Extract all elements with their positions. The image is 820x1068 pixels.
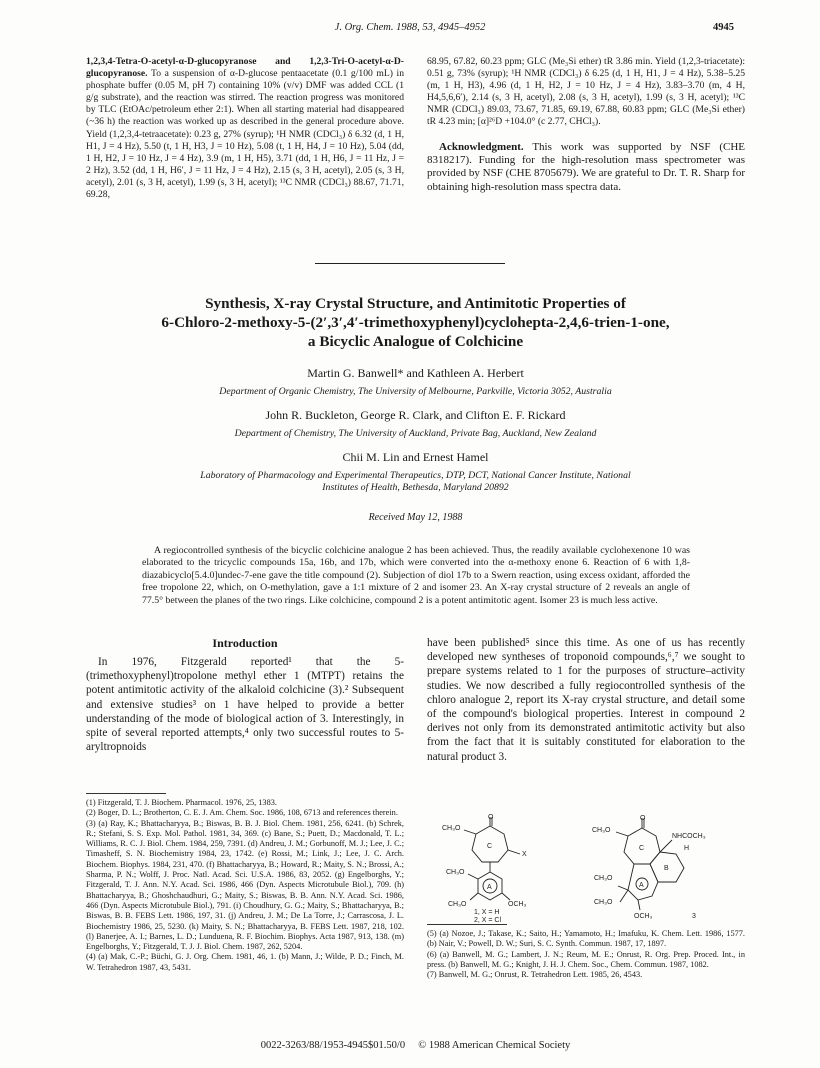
article-divider (315, 263, 505, 264)
label-ch3o-4: CH₃O (592, 827, 611, 834)
footnote-2: (2) Boger, D. L.; Brotherton, C. E. J. Am. Chem. Soc. 1986, 108, 6713 and references therein. (86, 808, 398, 818)
structure-drawing (440, 814, 740, 924)
label-ch3o-1: CH₃O (442, 825, 461, 832)
footnote-7: (7) Banwell, M. G.; Onrust, R. Tetrahedron Lett. 1985, 26, 4543. (427, 970, 643, 980)
footnote-3: (3) (a) Ray, K.; Bhattacharyya, B.; Biswas, B. B. J. Biol. Chem. 1981, 256, 6241. (b) Schrek, R.; Stefani, S. S. Exp. Mol. Pathol. 1981, 34, 369. (c) Bane, S.; Puett, D.; Macdonald, T. L.; Williams, R. C. J. Biol. Chem. 1984, 259, 7391. (d) Andreu, J. M.; Gorbunoff, M. J.; Lee, J. C.; Timasheff, S. N. Biochemistry 1984, 23, 1742. (e) Rossi, M.; Link, J.; Lee, J. C. Arch. Biochem. Biophys. 1984, 231, 470. (f) Bhattacharyya, B.; Howard, R.; Maity, S. N.; Brossi, A.; Sharma, P. N.; Wolff, J. Proc. Natl. Acad. Sci. U.S.A. 1986, 83, 2052. (g) Engelborghs, Y.; Fitzgerald, T. J. Ann. N.Y. Acad. Sci. 1986, 466 (Dyn. Aspects Microtubule Biol.), 709. (h) Bhattacharyya, B.; Ghoshchaudhuri, G.; Maity, S.; Biswas, B. B. Ann. N.Y. Acad. Sci. 1986, 466 (Dyn. Aspects Microtubule Biol.), 791. (i) Choudhury, G. G.; Maity, S.; Bhattacharyya, B.; Biswas, B. B. FEBS Lett. 1986, 197, 31. (j) Andreu, J. M.; De La Torre, J.; Carrascosa, J. L. Biochemistry 1986, 25, 5230. (k) Maity, S. N.; Bhattacharyya, B. FEBS Lett. 1987, 218, 102. (l) Banerjee, A. I.; Barnes, L. D.; Lunduena, R. F. Biochim. Biophys. Acta 1987, 913, 138. (m) Engelborghs, Y.; Fitzgerald, T. J. J. Biol. Chem. 1987, 262, 5204. (86, 818, 404, 952)
page-footer (86, 1040, 745, 1051)
abstract: A regiocontrolled synthesis of the bicyclic colchicine analogue 2 has been achieved. Thus, the readily available cyclohexenone 10 was elaborated to the tricyclic compounds 15a, 16b, and 17b, which were converted into the α-methoxy enone 6. Reaction of 6 with 1,8-diazabicyclo[5.4.0]undec-7-ene gave the title compound (2). Subjection of diol 17b to a Swern reaction, using excess oxidant, afforded the free tropolone 22, which, on O-methylation, gave a 1:1 mixture of 2 and isomer 23. An X-ray crystal structure of 2 reveals an angle of 77.5° between the planes of the two rings. Like colchicine, compound 2 is a potent antimitotic agent. Isomer 23 is much less active. (142, 545, 690, 606)
affiliation-3: Laboratory of Pharmacology and Experimental Therapeutics, DTP, DCT, National Cancer Institute, National Institutes of Health, Bethesda, Maryland 20892 (200, 470, 631, 493)
experimental-text-left: To a suspension of α-D-glucose pentaacetate (0.1 g/100 mL) in phosphate buffer (0.05 M, pH 7) containing 10% (v/v) DMF was added CCL (1 g/g substrate), and the reaction was stirred. The reaction progress was monitored by TLC (EtOAc/petroleum ether 2:1). When all starting material had disappeared (~36 h) the reaction was worked up as described in the general procedure above. Yield (1,2,3,4-tetraacetate): 0.23 g, 27% (syrup); ¹H NMR (CDCl₃) δ 6.32 (d, 1 H, H1, J = 4 Hz), 5.50 (t, 1 H, H3, J = 10 Hz), 5.08 (t, 1 H, H4, J = 10 Hz), 5.04 (dd, 1 H, H2, J = 10 Hz, J = 4 Hz), 3.9 (m, 1 H, H5), 3.71 (dd, 1 H, H6, J = 11 Hz, J = 2 Hz), 3.52 (dd, 1 H, H6′, J = 11 Hz, J = 4 Hz), 2.15 (s, 3 H, acetyl), 2.05 (s, 3 H, acetyl), 2.01 (s, 3 H, acetyl), 1.99 (s, 3 H, acetyl); ¹³C NMR (CDCl₃) 88.67, 71.71, 69.28, (86, 68, 404, 201)
introduction-continued-text: have been published⁵ since this time. As one of us has recently developed new syntheses of troponoid compounds,⁶,⁷ we sought to prepare systems related to 1 for the purposes of structure–activity studies. We now described a fully regiocontrolled synthesis of the chloro analogue 2, report its X-ray crystal structure, and detail some of the compound's biological properties. Interest in compound 2 derives not only from its demonstrated antimitotic activity but also from the fact that it is suitably constituted for elaboration to the natural product 3. (427, 637, 745, 763)
label-ch3o-6: CH₃O (594, 899, 613, 906)
acknowledgment-heading: Acknowledgment. (439, 140, 524, 153)
compound-1-label: 1, X = H (474, 909, 500, 916)
footnote-1: (1) Fitzgerald, T. J. Biochem. Pharmacol. 1976, 25, 1383. (86, 798, 277, 807)
label-h: H (684, 845, 690, 852)
affiliation-1: Department of Organic Chemistry, The University of Melbourne, Parkville, Victoria 3052, Australia (219, 386, 612, 397)
prev-article-left-column (86, 56, 404, 201)
prev-article-right-column (427, 56, 745, 194)
introduction-heading: Introduction (212, 636, 278, 650)
acknowledgment-text: This work was supported by NSF (CHE 8318217). Funding for the high-resolution mass spectrometer was provided by NSF (CHE 8705679). We are grateful to Dr. T. R. Sharp for obtaining high-resolution mass spectra data. (427, 140, 745, 193)
label-o-2: O (640, 815, 646, 822)
introduction-text: In 1976, Fitzgerald reported¹ that the 5-(trimethoxyphenyl)tropolone methyl ether 1 (MTPT) retains the potent antimitotic activity of the alkaloid colchicine (3).² Subsequent and extensive studies³ on 1 have helped to provide a better understanding of the mode of biological action of 3. Interestingly, in spite of several reported attempts,⁴ only two successful routes to 5-aryltropnoids (86, 656, 404, 754)
journal-name: J. Org. Chem. (334, 22, 394, 33)
label-ch3o-3: CH₃O (448, 901, 467, 908)
label-nhcoch3: NHCOCH₃ (672, 833, 706, 840)
footnote-6: (6) (a) Banwell, M. G.; Lambert, J. N.; Reum, M. E.; Onrust, R. Org. Prep. Proced. Int., in press. (b) Banwell, M. G.; Knight, J. H. J. Chem. Soc., Chem. Commun. 1987, 1082. (427, 949, 745, 969)
label-ch3o-5: CH₃O (594, 875, 613, 882)
article-title: Synthesis, X-ray Crystal Structure, and Antimitotic Properties of 6-Chloro-2-methoxy-5-(2′,3′,4′-trimethoxyphenyl)cyclohepta-2,4,6-trien-1-one, a Bicyclic Analogue of Colchicine (161, 295, 670, 350)
footnote-4: (4) (a) Mak, C.-P.; Büchi, G. J. Org. Chem. 1981, 46, 1. (b) Mann, J.; Wilde, P. D.; Finch, M. W. Tetrahedron 1987, 43, 5431. (86, 952, 404, 972)
journal-citation: 1988, 53, 4945–4952 (396, 22, 486, 33)
label-ring-c-1: C (487, 843, 493, 850)
compound-2-label: 2, X = Cl (474, 917, 502, 924)
authors-group-2: John R. Buckleton, George R. Clark, and Clifton E. F. Rickard (265, 408, 566, 422)
experimental-subheading: 1,2,3,4-Tetra-O-acetyl-α-D-glucopyranose and 1,2,3-Tri-O-acetyl-α-D-glucopyranose. (86, 56, 404, 80)
footnote-divider-right (427, 924, 507, 925)
received-date: Received May 12, 1988 (368, 512, 463, 523)
running-head (86, 22, 734, 36)
label-ring-c-2: C (639, 845, 645, 852)
label-o-1: O (488, 814, 494, 821)
label-ring-a-1: A (487, 884, 492, 891)
footnote-divider-left (86, 793, 166, 794)
experimental-text-right: 68.95, 67.82, 60.23 ppm; GLC (Me₃Si ether) tR 3.86 min. Yield (1,2,3-triacetate): 0.51 g, 73% (syrup); ¹H NMR (CDCl₃) δ 6.25 (d, 1 H, H1, J = 4 Hz), 5.38–5.25 (m, 1 H, H3), 4.96 (d, 1 H, H2, J = 10 Hz, J = 4 Hz), 3.83–3.70 (m, 4 H, H4,5,6,6′), 2.14 (s, 3 H, acetyl), 2.08 (s, 3 H, acetyl), 1.99 (s, 3 H, acetyl); ¹³C NMR (CDCl₃) 89.03, 73.67, 71.85, 69.19, 67.88, 60.83 ppm; GLC (Me₃Si ether) tR 4.23 min; [α]²⁶D +104.0° (c 2.77, CHCl₃). (427, 56, 745, 128)
label-x: X (522, 851, 527, 858)
label-ring-a-2: A (639, 882, 644, 889)
acknowledgment-paragraph (427, 141, 745, 195)
footnote-5: (5) (a) Nozoe, J.; Takase, K.; Saito, H.; Yamamoto, H.; Imafuku, K. Chem. Lett. 1986, 1577. (b) Nair, V.; Powell, D. W.; Suri, S. C. Synth. Commun. 1987, 17, 1897. (427, 929, 745, 949)
label-och3-2: OCH₃ (634, 913, 653, 920)
label-och3-1: OCH₃ (508, 901, 527, 908)
footnotes-right (427, 929, 745, 980)
authors-group-1: Martin G. Banwell* and Kathleen A. Herbert (307, 366, 524, 380)
chemical-structures (440, 814, 740, 924)
label-ch3o-2: CH₃O (446, 869, 465, 876)
page-number: 4945 (713, 22, 734, 33)
label-ring-b: B (664, 865, 669, 872)
compound-3-label: 3 (692, 913, 696, 920)
footnotes-left (86, 798, 404, 973)
copyright: © 1988 American Chemical Society (418, 1040, 571, 1051)
article-code: 0022-3263/88/1953-4945$01.50/0 (260, 1040, 406, 1051)
affiliation-2: Department of Chemistry, The University of Auckland, Private Bag, Auckland, New Zealand (234, 428, 597, 439)
authors-group-3: Chii M. Lin and Ernest Hamel (342, 450, 489, 464)
